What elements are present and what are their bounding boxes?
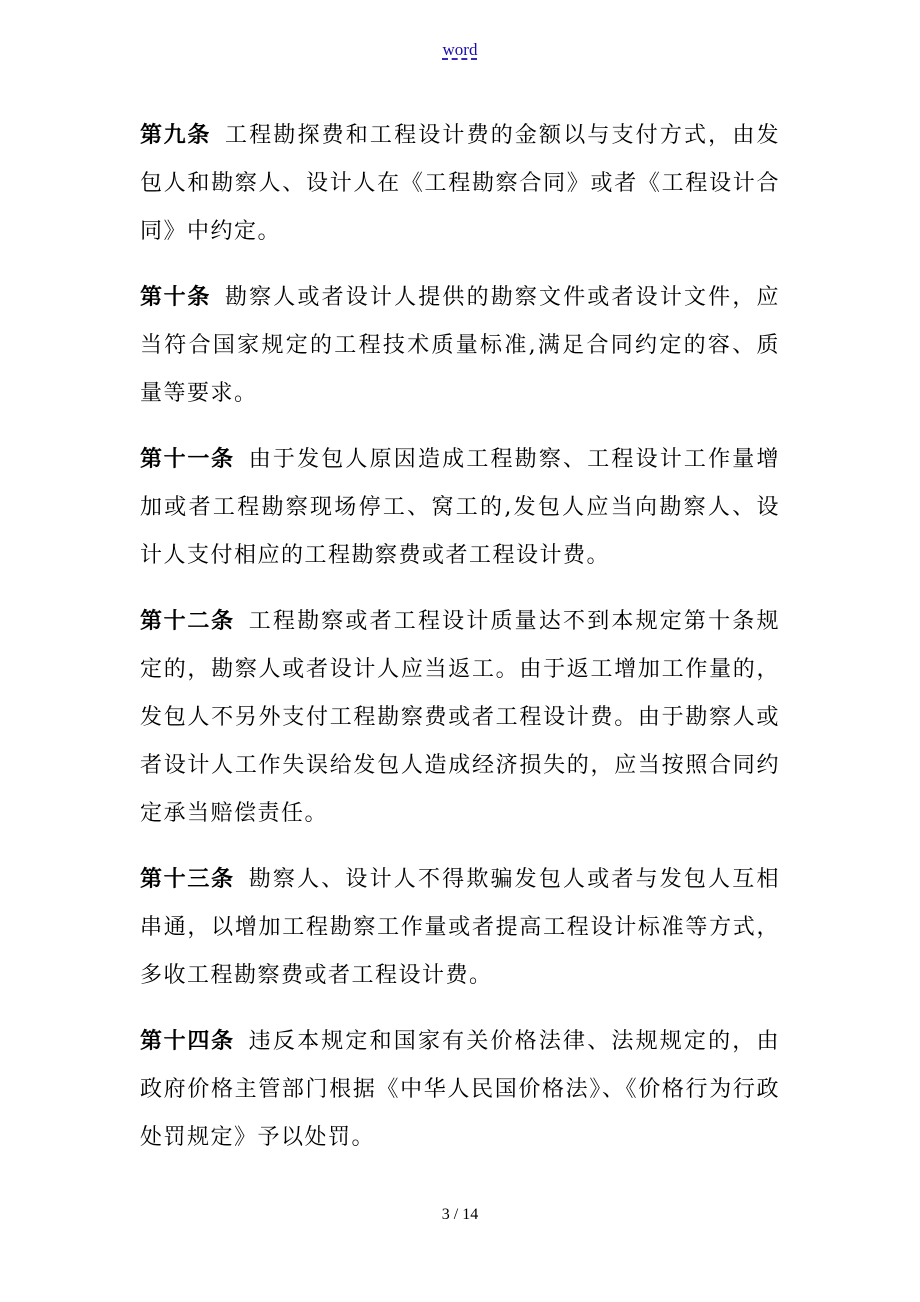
article-11 bbox=[140, 436, 780, 580]
article-title: 第十二条 bbox=[140, 609, 235, 634]
article-14 bbox=[140, 1018, 780, 1162]
article-title: 第十条 bbox=[140, 285, 211, 310]
article-text: 勘察人或者设计人提供的勘察文件或者设计文件，应当符合国家规定的工程技术质量标准,满足合同约定的容、质量等要求。 bbox=[140, 285, 780, 406]
page-number: 3 / 14 bbox=[441, 1206, 479, 1223]
article-12 bbox=[140, 598, 780, 838]
document-body bbox=[140, 112, 780, 1180]
article-13 bbox=[140, 856, 780, 1000]
article-text: 工程勘探费和工程设计费的金额以与支付方式，由发包人和勘察人、设计人在《工程勘察合同》或者《工程设计合同》中约定。 bbox=[140, 123, 780, 244]
article-9 bbox=[140, 112, 780, 256]
article-title: 第十四条 bbox=[140, 1029, 235, 1054]
article-title: 第十三条 bbox=[140, 867, 235, 892]
article-text: 勘察人、设计人不得欺骗发包人或者与发包人互相串通，以增加工程勘察工作量或者提高工程设计标准等方式，多收工程勘察费或者工程设计费。 bbox=[140, 867, 780, 988]
article-title: 第十一条 bbox=[140, 447, 235, 472]
header-word-link[interactable]: word bbox=[442, 40, 478, 59]
article-text: 工程勘察或者工程设计质量达不到本规定第十条规定的，勘察人或者设计人应当返工。由于返工增加工作量的，发包人不另外支付工程勘察费或者工程设计费。由于勘察人或者设计人工作失误给发包人造成经济损失的，应当按照合同约定承当赔偿责任。 bbox=[140, 609, 780, 826]
article-text: 由于发包人原因造成工程勘察、工程设计工作量增加或者工程勘察现场停工、窝工的,发包人应当向勘察人、设计人支付相应的工程勘察费或者工程设计费。 bbox=[140, 447, 780, 568]
article-10 bbox=[140, 274, 780, 418]
article-text: 违反本规定和国家有关价格法律、法规规定的，由政府价格主管部门根据《中华人民国价格法》、《价格行为行政处罚规定》予以处罚。 bbox=[140, 1029, 780, 1150]
article-title: 第九条 bbox=[140, 123, 211, 148]
